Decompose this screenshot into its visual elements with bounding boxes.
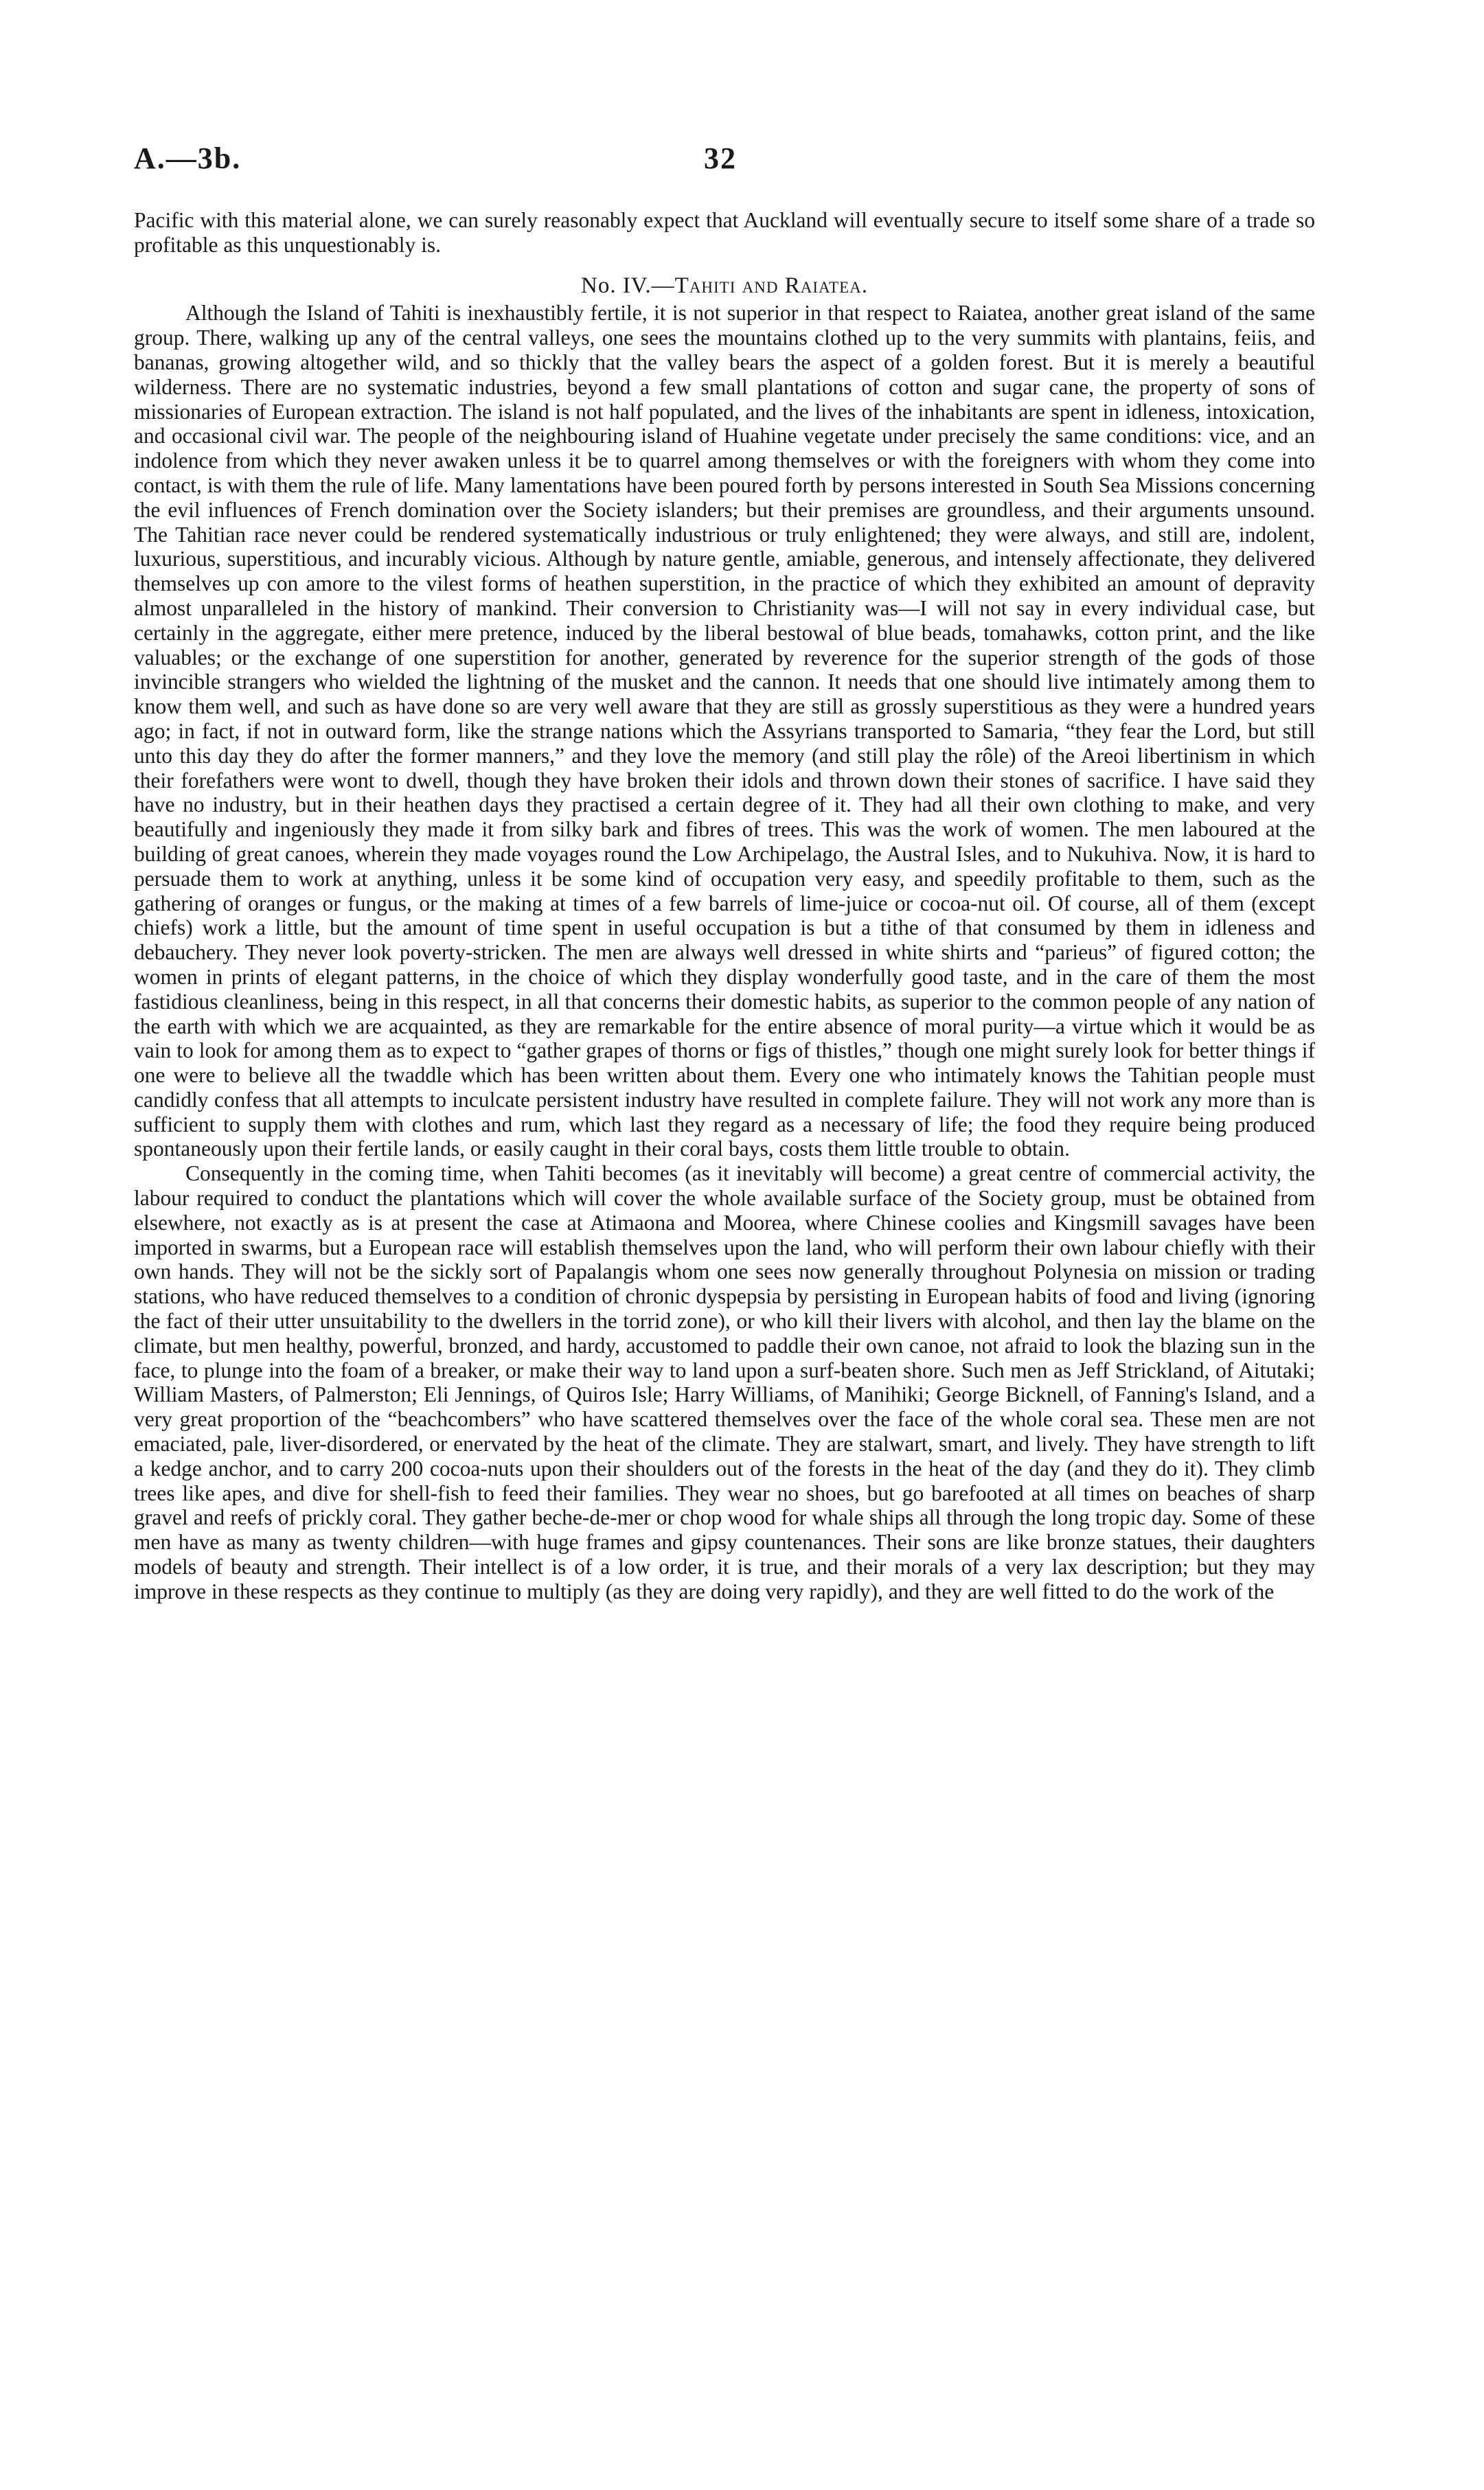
- page-header: [134, 141, 1315, 182]
- section-number: No. IV.—: [580, 273, 675, 298]
- paragraph-tahiti-raiatea: Although the Island of Tahiti is inexhaustibly fertile, it is not superior in that respect to Raiatea, another great island of the same group. There, walking up any of the central valleys, one sees the mountains clothed up to the very summits with plantains, feiis, and bananas, growing altogether wild, and so thickly that the valley bears the aspect of a golden forest. But it is merely a beautiful wilderness. There are no systematic industries, beyond a few small plantations of cotton and sugar cane, the property of sons of missionaries of European extraction. The island is not half populated, and the lives of the inhabitants are spent in idleness, intoxication, and occasional civil war. The people of the neighbouring island of Huahine vegetate under precisely the same conditions: vice, and an indolence from which they never awaken unless it be to quarrel among themselves or with the foreigners with whom they come into contact, is with them the rule of life. Many lamentations have been poured forth by persons interested in South Sea Missions concerning the evil influences of French domination over the Society islanders; but their premises are groundless, and their arguments unsound. The Tahitian race never could be rendered systematically industrious or truly enlightened; they were always, and still are, indolent, luxurious, superstitious, and incurably vicious. Although by nature gentle, amiable, generous, and intensely affectionate, they delivered themselves up con amore to the vilest forms of heathen superstition, in the practice of which they exhibited an amount of depravity almost unparalleled in the history of mankind. Their conversion to Christianity was—I will not say in every individual case, but certainly in the aggregate, either mere pretence, induced by the liberal bestowal of blue beads, tomahawks, cotton print, and the like valuables; or the exchange of one superstition for another, generated by reverence for the superior strength of the gods of those invincible strangers who wielded the lightning of the musket and the cannon. It needs that one should live intimately among them to know them well, and such as have done so are very well aware that they are still as grossly superstitious as they were a hundred years ago; in fact, if not in outward form, like the strange nations which the Assyrians transported to Samaria, “they fear the Lord, but still unto this day they do after the former manners,” and they love the memory (and still play the rôle) of the Areoi libertinism in which their forefathers were wont to dwell, though they have broken their idols and thrown down their stones of sacrifice. I have said they have no industry, but in their heathen days they practised a certain degree of it. They had all their own clothing to make, and very beautifully and ingeniously they made it from silky bark and fibres of trees. This was the work of women. The men laboured at the building of great canoes, wherein they made voyages round the Low Archipelago, the Austral Isles, and to Nukuhiva. Now, it is hard to persuade them to work at anything, unless it be some kind of occupation very easy, and speedily profitable to them, such as the gathering of oranges or fungus, or the making at times of a few barrels of lime-juice or cocoa-nut oil. Of course, all of them (except chiefs) work a little, but the amount of time spent in useful occupation is but a tithe of that consumed by them in idleness and debauchery. They never look poverty-stricken. The men are always well dressed in white shirts and “parieus” of figured cotton; the women in prints of elegant patterns, in the choice of which they display wonderfully good taste, and in the care of them the most fastidious cleanliness, being in this respect, in all that concerns their domestic habits, as superior to the common people of any nation of the earth with which we are acquainted, as they are remarkable for the entire absence of moral purity—a virtue which it would be as vain to look for among them as to expect to “gather grapes of thorns or figs of thistles,” though one might surely look for better things if one were to believe all the twaddle which has been written about them. Every one who intimately knows the Tahitian people must candidly confess that all attempts to inculcate persistent industry have resulted in complete failure. They will not work any more than is sufficient to supply them with clothes and rum, which last they regard as a necessary of life; the food they require being produced spontaneously upon their fertile lands, or easily caught in their coral bays, costs them little trouble to obtain.: [134, 301, 1315, 1161]
- page-number: 32: [704, 141, 737, 175]
- section-title: Tahiti and Raiatea.: [674, 273, 869, 298]
- body-text: [134, 208, 1315, 1604]
- section-heading: [134, 274, 1315, 299]
- paragraph-consequently: Consequently in the coming time, when Tahiti becomes (as it inevitably will become) a great centre of commercial activity, the labour required to conduct the plantations which will cover the whole available surface of the Society group, must be obtained from elsewhere, not exactly as is at present the case at Atimaona and Moorea, where Chinese coolies and Kingsmill savages have been imported in swarms, but a European race will establish themselves upon the land, who will perform their own labour chiefly with their own hands. They will not be the sickly sort of Papalangis whom one sees now generally throughout Polynesia on mission or trading stations, who have reduced themselves to a condition of chronic dyspepsia by persisting in European habits of food and living (ignoring the fact of their utter unsuitability to the dwellers in the torrid zone), or who kill their livers with alcohol, and then lay the blame on the climate, but men healthy, powerful, bronzed, and hardy, accustomed to paddle their own canoe, not afraid to look the blazing sun in the face, to plunge into the foam of a breaker, or make their way to land upon a surf-beaten shore. Such men as Jeff Strickland, of Aitutaki; William Masters, of Palmerston; Eli Jennings, of Quiros Isle; Harry Williams, of Manihiki; George Bicknell, of Fanning's Island, and a very great proportion of the “beachcombers” who have scattered themselves over the face of the whole coral sea. These men are not emaciated, pale, liver-disordered, or enervated by the heat of the climate. They are stalwart, smart, and lively. They have strength to lift a kedge anchor, and to carry 200 cocoa-nuts upon their shoulders out of the forests in the heat of the day (and they do it). They climb trees like apes, and dive for shell-fish to feed their families. They wear no shoes, but go barefooted at all times on beaches of sharp gravel and reefs of prickly coral. They gather beche-de-mer or chop wood for whale ships all through the long tropic day. Some of these men have as many as twenty children—with huge frames and gipsy countenances. Their sons are like bronze statues, their daughters models of beauty and strength. Their intellect is of a low order, it is true, and their morals of a very lax description; but they may improve in these respects as they continue to multiply (as they are doing very rapidly), and they are well fitted to do the work of the: [134, 1161, 1315, 1603]
- continued-paragraph: Pacific with this material alone, we can surely reasonably expect that Auckland will eventually secure to itself some share of a trade so profitable as this unquestionably is.: [134, 208, 1315, 257]
- document-reference: A.—3b.: [134, 141, 242, 175]
